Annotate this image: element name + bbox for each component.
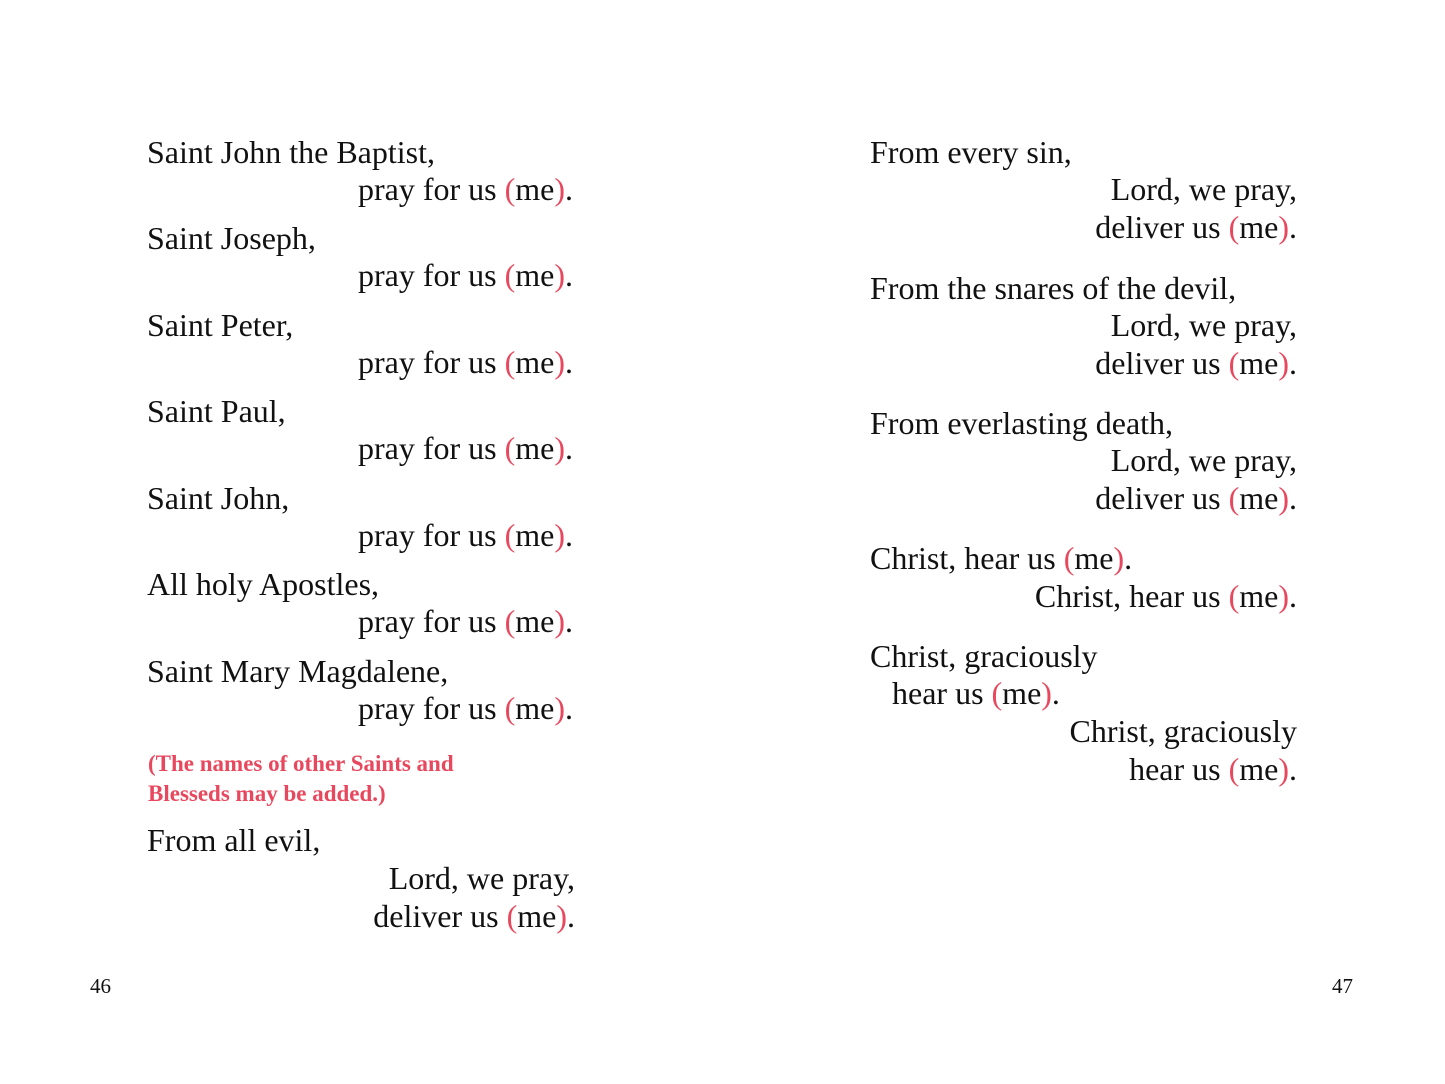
response-text: Christ, hear us [1034,578,1229,614]
response-text: Lord, we pray, [1110,171,1297,207]
paren-open: ( [1228,751,1240,787]
invocation [870,538,1132,578]
response-text: pray for us [357,257,505,293]
period: . [565,344,573,380]
period: . [1051,675,1060,711]
response [1095,207,1297,247]
paren-open: ( [504,430,516,466]
response-text: pray for us [357,690,505,726]
period: . [565,517,573,553]
invocation-text: Saint Mary Magdalene, [147,653,449,689]
response-text: deliver us [1095,209,1229,245]
response [1035,576,1297,616]
me-word: me [517,898,557,934]
invocation-text: hear us [892,675,992,711]
me-word: me [1002,675,1042,711]
paren-close: ) [554,690,565,726]
paren-close: ) [1041,675,1052,711]
paren-open: ( [1228,345,1240,381]
me-word: me [515,257,555,293]
period: . [1289,578,1297,614]
paren-open: ( [1063,540,1075,576]
paren-open: ( [1228,480,1240,516]
paren-close: ) [554,344,565,380]
me-word: me [515,690,555,726]
rubric-note: (The names of other Saints and [148,751,454,776]
paren-close: ) [1278,751,1289,787]
response [1095,478,1297,518]
invocation [870,132,1072,172]
response-text: pray for us [357,517,505,553]
invocation-text: Saint Joseph, [147,220,316,256]
paren-close: ) [1278,345,1289,381]
invocation [147,391,286,431]
period: . [565,257,573,293]
paren-close: ) [1278,209,1289,245]
response [1095,343,1297,383]
invocation-text: From all evil, [147,822,321,858]
invocation-text: Christ, hear us [870,540,1064,576]
response-text: pray for us [357,344,505,380]
paren-close: ) [1113,540,1125,576]
period: . [1289,345,1297,381]
paren-open: ( [506,898,518,934]
invocation-text: From everlasting death, [870,405,1174,441]
invocation [870,636,1098,676]
paren-open: ( [1228,209,1240,245]
paren-open: ( [504,603,516,639]
invocation [147,218,316,258]
response [358,342,573,382]
period: . [1289,209,1297,245]
me-word: me [515,517,555,553]
invocation [147,564,379,604]
response [358,169,573,209]
invocation-text: Saint John the Baptist, [147,134,435,170]
response [389,858,575,898]
invocation-text: Saint Peter, [147,307,294,343]
response-text: Lord, we pray, [1110,307,1297,343]
paren-open: ( [1228,578,1240,614]
me-word: me [515,171,555,207]
me-word: me [1239,209,1279,245]
response [358,601,573,641]
me-word: me [1239,751,1279,787]
paren-open: ( [504,257,516,293]
page-number-left: 46 [90,974,111,998]
paren-close: ) [1278,480,1289,516]
me-word: me [515,430,555,466]
invocation-text: From the snares of the devil, [870,270,1237,306]
response-text: Lord, we pray, [1110,442,1297,478]
response [1069,711,1297,751]
period: . [567,898,575,934]
invocation-text: Saint Paul, [147,393,286,429]
me-word: me [1239,578,1279,614]
me-word: me [1239,480,1279,516]
response [358,515,573,555]
response-text: deliver us [373,898,507,934]
rubric-note: Blesseds may be added.) [148,781,386,806]
response-text: pray for us [357,171,505,207]
period: . [1124,540,1133,576]
paren-close: ) [554,257,565,293]
invocation [147,305,293,345]
paren-open: ( [504,690,516,726]
response-text: deliver us [1095,345,1229,381]
response [358,428,573,468]
response [373,896,575,936]
paren-close: ) [554,430,565,466]
invocation [147,478,289,518]
paren-close: ) [554,517,565,553]
response-text: pray for us [357,430,505,466]
response [358,255,573,295]
invocation [870,403,1173,443]
response [1129,749,1297,789]
response-text: Lord, we pray, [388,860,575,896]
period: . [565,430,573,466]
invocation [147,820,320,860]
period: . [1289,480,1297,516]
paren-close: ) [556,898,567,934]
response [358,688,573,728]
paren-open: ( [504,344,516,380]
invocation [892,673,1060,713]
me-word: me [1074,540,1114,576]
invocation-text: Saint John, [147,480,290,516]
period: . [565,171,573,207]
response-text: deliver us [1095,480,1229,516]
response [1111,305,1297,345]
invocation-text: Christ, graciously [870,638,1098,674]
invocation-text: From every sin, [870,134,1072,170]
me-word: me [515,344,555,380]
period: . [1289,751,1297,787]
response [1111,440,1297,480]
response-text: hear us [1129,751,1229,787]
me-word: me [515,603,555,639]
invocation-text: All holy Apostles, [147,566,380,602]
response [1111,169,1297,209]
period: . [565,603,573,639]
page-number-right: 47 [1332,974,1353,998]
response-text: Christ, graciously [1069,713,1297,749]
period: . [565,690,573,726]
response-text: pray for us [357,603,505,639]
me-word: me [1239,345,1279,381]
paren-close: ) [554,171,565,207]
invocation [147,132,435,172]
paren-open: ( [991,675,1003,711]
paren-open: ( [504,517,516,553]
invocation [870,268,1236,308]
invocation [147,651,448,691]
paren-close: ) [554,603,565,639]
paren-open: ( [504,171,516,207]
paren-close: ) [1278,578,1289,614]
